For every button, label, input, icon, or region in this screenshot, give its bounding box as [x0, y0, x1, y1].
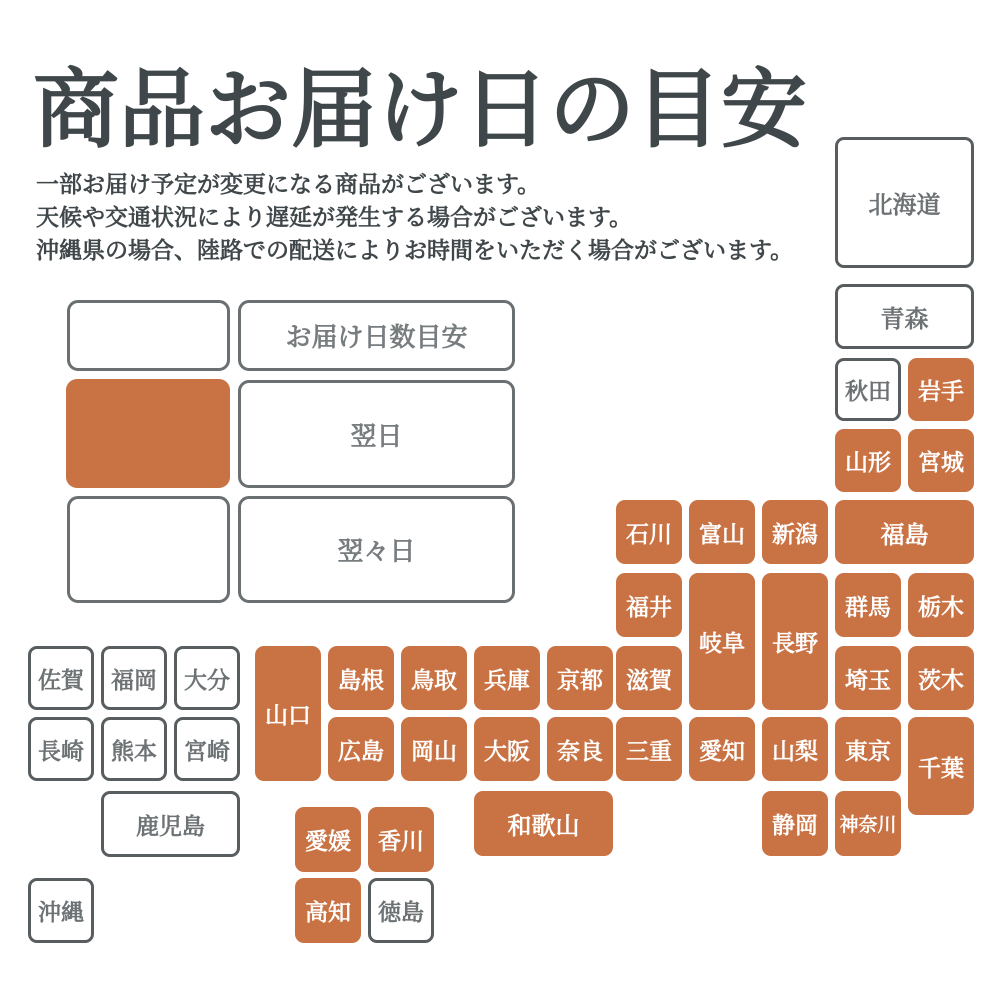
prefecture-wakayama: 和歌山: [474, 791, 613, 856]
note-line-3: 沖縄県の場合、陸路での配送によりお時間をいただく場合がございます。: [36, 237, 794, 263]
prefecture-nagano: 長野: [762, 573, 828, 710]
prefecture-okayama: 岡山: [401, 717, 467, 781]
prefecture-kagawa: 香川: [368, 807, 434, 872]
legend-header: お届け日数目安: [238, 300, 515, 371]
prefecture-aichi: 愛知: [689, 717, 755, 781]
prefecture-ehime: 愛媛: [295, 807, 361, 872]
legend-label-next-day: 翌日: [238, 380, 515, 488]
note-line-2: 天候や交通状況により遅延が発生する場合がございます。: [36, 204, 633, 230]
prefecture-tottori: 鳥取: [401, 646, 467, 710]
prefecture-kagoshima: 鹿児島: [101, 791, 240, 857]
prefecture-fukushima: 福島: [835, 500, 974, 564]
prefecture-nara: 奈良: [547, 717, 613, 781]
prefecture-tokyo: 東京: [835, 717, 901, 781]
prefecture-iwate: 岩手: [908, 358, 974, 421]
prefecture-kochi: 高知: [295, 878, 361, 943]
prefecture-kumamoto: 熊本: [101, 717, 167, 781]
prefecture-akita: 秋田: [835, 358, 901, 421]
prefecture-miyagi: 宮城: [908, 429, 974, 492]
note-line-1: 一部お届け予定が変更になる商品がございます。: [36, 171, 541, 197]
prefecture-oita: 大分: [174, 646, 240, 710]
prefecture-miyazaki: 宮崎: [174, 717, 240, 781]
prefecture-ishikawa: 石川: [616, 500, 682, 564]
prefecture-kanagawa: 神奈川: [835, 791, 901, 856]
legend-swatch-two-days: [67, 496, 230, 603]
prefecture-shimane: 島根: [328, 646, 394, 710]
prefecture-shiga: 滋賀: [616, 646, 682, 710]
prefecture-tokushima: 徳島: [368, 878, 434, 943]
prefecture-hokkaido: 北海道: [835, 137, 974, 268]
prefecture-chiba: 千葉: [908, 717, 974, 815]
prefecture-hyogo: 兵庫: [474, 646, 540, 710]
prefecture-yamagata: 山形: [835, 429, 901, 492]
prefecture-yamanashi: 山梨: [762, 717, 828, 781]
prefecture-aomori: 青森: [835, 284, 974, 349]
prefecture-ibaraki: 茨木: [908, 646, 974, 710]
page-title: 商品お届け日の目安: [33, 62, 807, 158]
prefecture-toyama: 富山: [689, 500, 755, 564]
prefecture-tochigi: 栃木: [908, 573, 974, 637]
prefecture-gunma: 群馬: [835, 573, 901, 637]
legend-swatch-next-day: [66, 379, 230, 488]
legend-swatch-blank: [67, 300, 230, 371]
prefecture-niigata: 新潟: [762, 500, 828, 564]
prefecture-fukuoka: 福岡: [101, 646, 167, 710]
prefecture-fukui: 福井: [616, 573, 682, 637]
prefecture-okinawa: 沖縄: [28, 878, 94, 943]
prefecture-yamaguchi: 山口: [255, 646, 321, 781]
prefecture-kyoto: 京都: [547, 646, 613, 710]
notes: [36, 168, 793, 267]
prefecture-gifu: 岐阜: [689, 573, 755, 710]
prefecture-shizuoka: 静岡: [762, 791, 828, 856]
prefecture-osaka: 大阪: [474, 717, 540, 781]
prefecture-nagasaki: 長崎: [28, 717, 94, 781]
legend-label-two-days: 翌々日: [238, 496, 515, 603]
prefecture-saga: 佐賀: [28, 646, 94, 710]
prefecture-hiroshima: 広島: [328, 717, 394, 781]
prefecture-saitama: 埼玉: [835, 646, 901, 710]
prefecture-mie: 三重: [616, 717, 682, 781]
